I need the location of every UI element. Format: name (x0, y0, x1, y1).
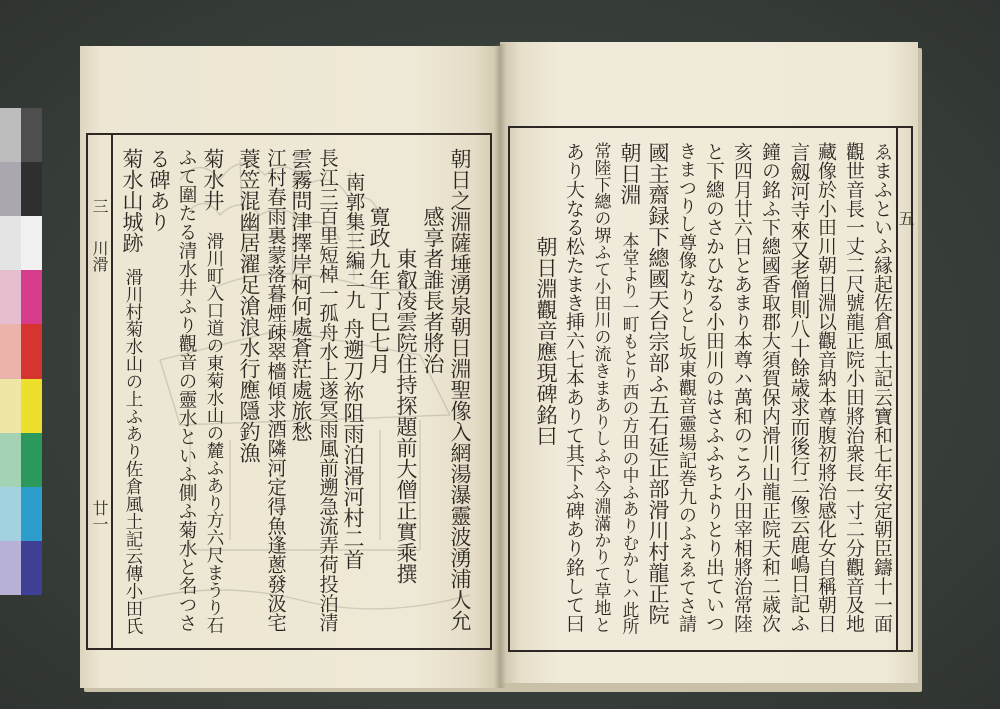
color-calibration-strip (0, 108, 42, 595)
entry-heading-kikusui-well: 菊水井 (201, 148, 225, 211)
right-folio-number: 五 (896, 210, 915, 226)
gray-patch (0, 162, 21, 216)
poem-source: 南郭集三編二九 (342, 172, 365, 310)
poem-line: 江村春雨裏蒙落暮煙疎翠檣傾求酒隣河定得魚逢蔥發汲宅 (264, 148, 287, 632)
entry-heading-asahi-fuchi: 朝日淵 (618, 142, 642, 205)
gray-patch (0, 270, 21, 324)
color-patch (21, 108, 42, 162)
hashira-title: 川滑 (90, 240, 109, 272)
text-column: 觀世音長一丈二尺號龍正院小田將治衆長一寸二分觀音及地 (843, 142, 865, 633)
entry-heading-kikusui-castle: 菊水山城跡 (120, 148, 144, 253)
poem-line: 蓑笠混幽居濯足滄浪水行應隱釣漁 (237, 148, 261, 463)
inscription-title: 朝日淵觀音應現碑銘曰 (534, 236, 558, 446)
center-fold-shadow (494, 44, 506, 688)
poem-title: 舟遡刀祢阻雨泊滑河村二首 (341, 318, 365, 570)
text-column: 國主齋録下總國天台宗部ふ五石延正部滑川村龍正院 (646, 142, 670, 625)
gray-patch (0, 108, 21, 162)
poem-line: 長江三百里短棹一孤舟水上遂冥雨風前遡急流弄荷投泊清 (316, 148, 339, 632)
text-column: きまつりし尊像なりとし坂東觀音靈場記巻九のふえゑてさ請 (676, 142, 697, 633)
color-patch (21, 541, 42, 595)
inscription-column: 朝日之淵薩埵湧泉朝日淵聖像入網湯瀑靈波湧浦人允 (448, 148, 472, 631)
gray-patch (0, 379, 21, 433)
gray-patch (0, 216, 21, 270)
text-column: 滑川町入口道の東菊水山の麓ふあり方六尺まうり石 (203, 232, 223, 634)
inscription-author: 東叡凌雲院住持探題前大僧正實乘撰 (394, 248, 418, 584)
text-column: あり大なる松たまき挿六七本ありて其下ふ碑あり銘して曰 (563, 142, 585, 633)
text-column: 亥四月廿六日とあまり本尊ハ萬和のころ小田宰相將治常陸 (731, 142, 753, 633)
gray-patch (0, 541, 21, 595)
gray-patch (0, 324, 21, 378)
color-patch (21, 379, 42, 433)
text-column: ふて圍たる清水井ふり觀音の靈水といふ側ふ菊水と名つさ (176, 148, 197, 633)
gray-patch (0, 433, 21, 487)
text-column: 鐘の銘ふ下總國香取郡大須賀保内滑川山龍正院天和二歳次 (759, 142, 781, 633)
text-column: と下總のさかひなる小田川のはさふふちよりとり出ていつ (703, 142, 725, 633)
text-column: 言劔河寺來又老僧則八十餘歳求而後行二像云鹿嶋日記ふ (787, 142, 810, 633)
poem-line: 雲霧問津擇岸柯何處蒼茫處旅愁 (289, 148, 313, 442)
text-column: ゑまふといふ縁起佐倉風土記云寶和七年安定朝臣鑄十一面 (871, 142, 893, 633)
color-patch (21, 433, 42, 487)
color-patch (21, 162, 42, 216)
text-column: 藏像於小田川朝日淵以觀音納本尊腹初將治感化女自稱朝日 (815, 142, 837, 633)
color-patch (21, 270, 42, 324)
left-folio-number: 廿一 (90, 500, 109, 532)
text-column: 本堂より一町もとり西の方田の中ふありむかしハ此所 (620, 232, 640, 635)
color-patch (21, 216, 42, 270)
right-hashira-rule (896, 126, 898, 652)
inscription-column: 感享者誰長者將治 (421, 206, 445, 374)
hashira-volume-number: 三 (90, 198, 109, 214)
inscription-date: 寛政九年丁巳七月 (367, 206, 391, 374)
color-patch (21, 487, 42, 541)
color-patch (21, 324, 42, 378)
gray-patch (0, 487, 21, 541)
text-column: る碑あり (147, 148, 171, 232)
text-column: 常陸下總の堺ふて小田川の流きまありしふや今淵滿かりて草地と (592, 142, 612, 633)
text-column: 滑川村菊水山の上ふあり佐倉風土記云傳小田氏 (122, 268, 142, 635)
left-hashira-rule (111, 133, 113, 650)
